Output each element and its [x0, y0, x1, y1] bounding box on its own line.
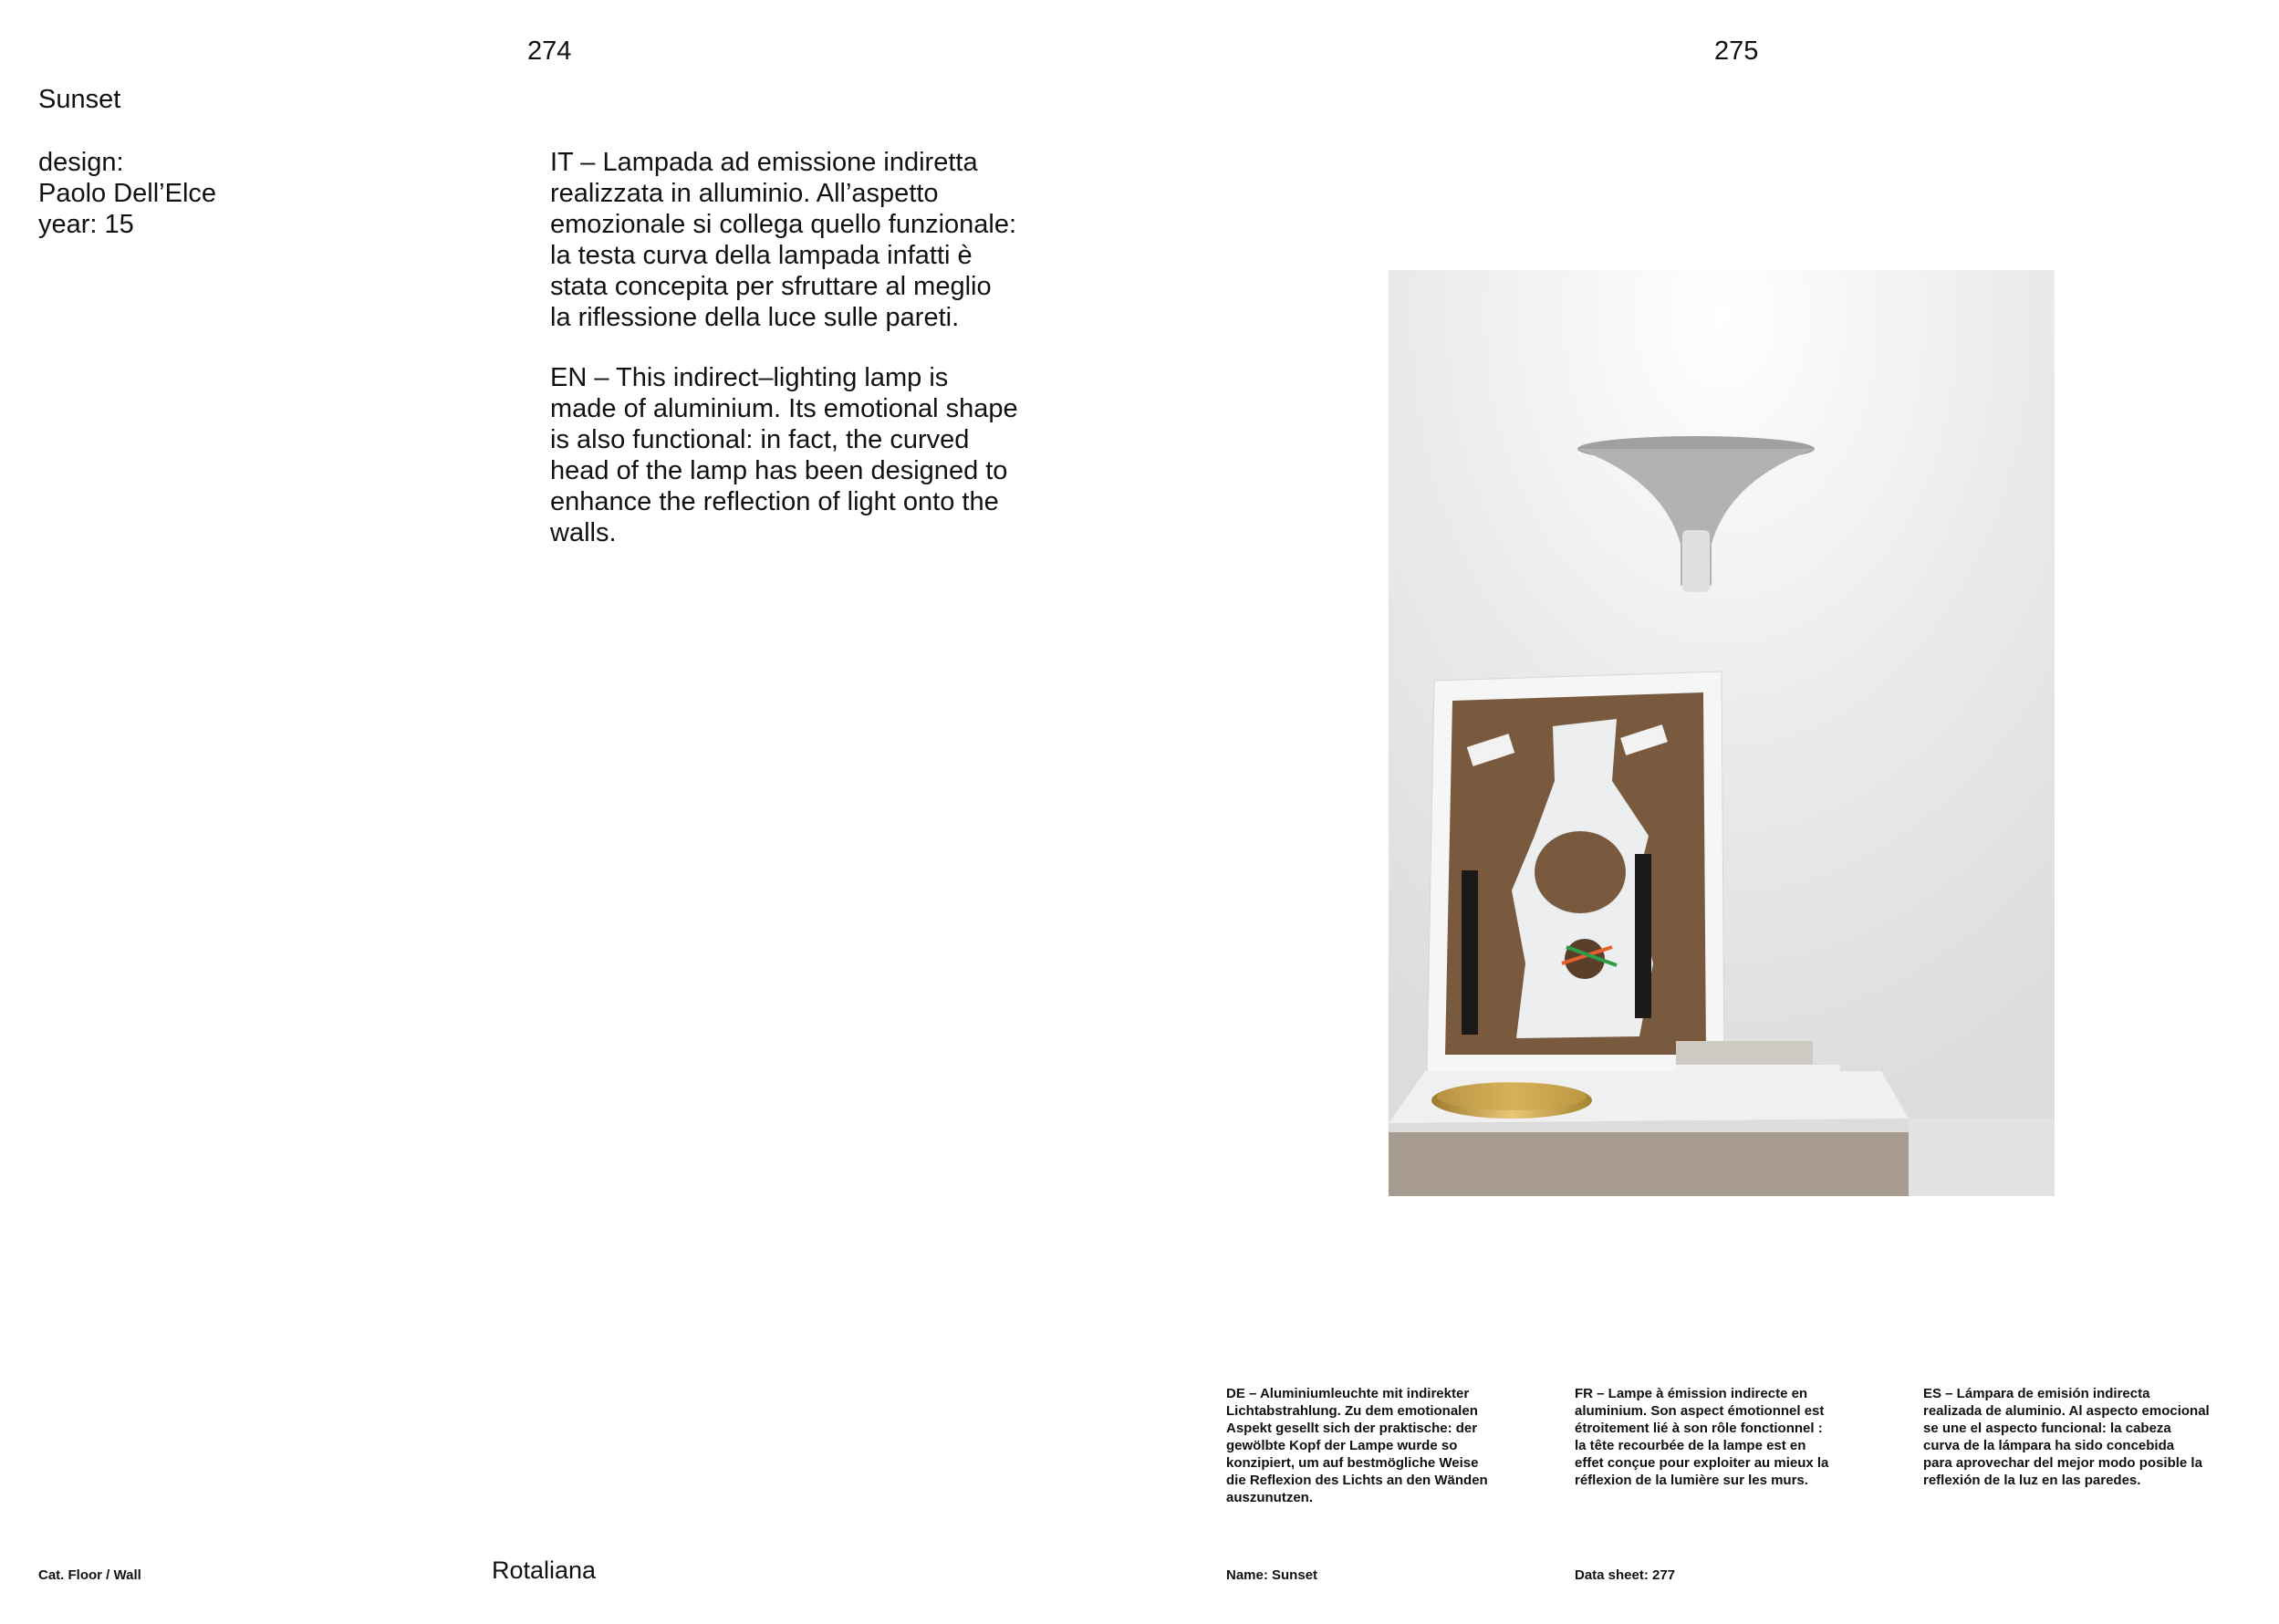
designer-name: Paolo Dell’Elce	[38, 179, 217, 208]
footer-category: Cat. Floor / Wall	[38, 1567, 141, 1583]
design-credits	[38, 147, 216, 240]
description-spanish: ES – Lámpara de emisión indirecta realizada de aluminio. Al aspecto emocional se une el aspecto funcional: la cabeza curva de la lámpara ha sido concebida para aprovechar del mejor modo posible la reflexión de la luz en las paredes.	[1923, 1386, 2210, 1488]
design-year: year: 15	[38, 210, 134, 239]
description-english: EN – This indirect–lighting lamp is made of aluminium. Its emotional shape is also functional: in fact, the curved head of the lamp has been designed to enhance the reflection of light onto the walls.	[550, 363, 1018, 547]
design-label: design:	[38, 148, 124, 177]
description-german: DE – Aluminiumleuchte mit indirekter Lichtabstrahlung. Zu dem emotionalen Aspekt gesellt sich der praktische: der gewölbte Kopf der Lampe wurde so konzipiert, um auf bestmögliche Weise die Reflexion des Lichts an den Wänden auszunutzen.	[1226, 1386, 1488, 1505]
framed-artwork	[1427, 671, 1724, 1073]
product-photo	[1389, 270, 2055, 1196]
description-italian: IT – Lampada ad emissione indiretta realizzata in alluminio. All’aspetto emozionale si collega quello funzionale: la testa curva della lampada infatti è stata concepita per sfruttare al meglio la riflessione della luce sulle pareti.	[550, 148, 1017, 332]
description-french: FR – Lampe à émission indirecte en aluminium. Son aspect émotionnel est étroitement lié à son rôle fonctionnel : la tête recourbée de la lampe est en effet conçue pour exploiter au mieux la réflexion de la lumière sur les murs.	[1575, 1386, 1829, 1488]
page-number-left: 274	[527, 36, 572, 66]
footer-datasheet: Data sheet: 277	[1575, 1567, 1676, 1583]
footer-product-name: Name: Sunset	[1226, 1567, 1318, 1583]
product-name: Sunset	[38, 85, 121, 114]
page-number-right: 275	[1714, 36, 1759, 66]
footer-brand: Rotaliana	[492, 1556, 597, 1584]
brass-tray	[1431, 1082, 1592, 1119]
